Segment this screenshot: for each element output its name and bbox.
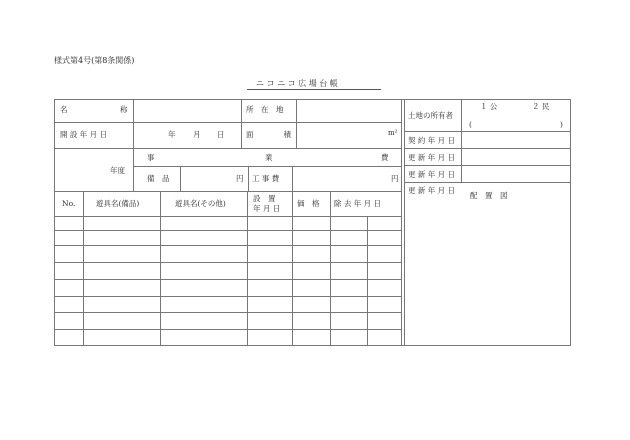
opening-date-month: 月: [193, 130, 201, 139]
equipment-cost-label: 備 品: [147, 174, 170, 183]
name-label: 名 称: [60, 105, 128, 114]
renewal-date-label-2: 更 新 年 月 日: [408, 170, 456, 179]
col-installed-date-1: 設 置: [253, 194, 276, 203]
panel-divider: [401, 99, 402, 346]
opening-date-day: 日: [217, 130, 225, 139]
project-label-2: 業: [265, 153, 273, 162]
form-left-border: [54, 99, 55, 346]
col-no: No.: [62, 199, 76, 208]
col-price: 価 格: [297, 199, 320, 208]
ownership-private: ２ 民: [532, 102, 550, 111]
form-right-border: [570, 99, 571, 346]
contract-date-label: 契 約 年 月 日: [408, 136, 456, 145]
title-underline: [247, 89, 381, 90]
construction-cost-label: 工 事 費: [252, 174, 280, 183]
col-installed-date-2: 年 月 日: [253, 204, 281, 213]
panel-divider-inner: [404, 99, 405, 346]
equipment-cost-yen: 円: [236, 174, 244, 183]
form-number: 様式第4号(第8条関係): [54, 56, 135, 65]
layout-diagram-label: 配 置 図: [470, 191, 508, 200]
col-removal-date: 除 去 年 月 日: [334, 199, 382, 208]
area-label: 面 積: [246, 130, 291, 139]
area-unit: m²: [388, 129, 398, 137]
col-equipment-name: 遊具名(備品): [96, 199, 140, 208]
opening-date-label: 開 設 年 月 日: [60, 130, 108, 139]
cost-label: 費: [381, 153, 389, 162]
renewal-date-label-3: 更 新 年 月 日: [408, 186, 456, 195]
form-bottom-border: [54, 345, 571, 346]
fiscal-year-label: 年度: [110, 166, 125, 175]
project-label: 事: [147, 153, 155, 162]
paren-close: ): [560, 120, 563, 129]
col-other-equipment-name: 遊具名(その他): [175, 199, 226, 208]
location-label: 所 在 地: [246, 105, 284, 114]
page-title: ニ コ ニ コ 広 場 台 帳: [256, 79, 338, 88]
form-top-border: [54, 99, 571, 100]
renewal-date-label-1: 更 新 年 月 日: [408, 153, 456, 162]
ownership-public: １ 公: [480, 102, 498, 111]
construction-cost-yen: 円: [391, 174, 399, 183]
paren-open: (: [469, 120, 472, 129]
opening-date-year: 年: [168, 130, 176, 139]
landowner-label: 土地の所有者: [408, 111, 453, 120]
